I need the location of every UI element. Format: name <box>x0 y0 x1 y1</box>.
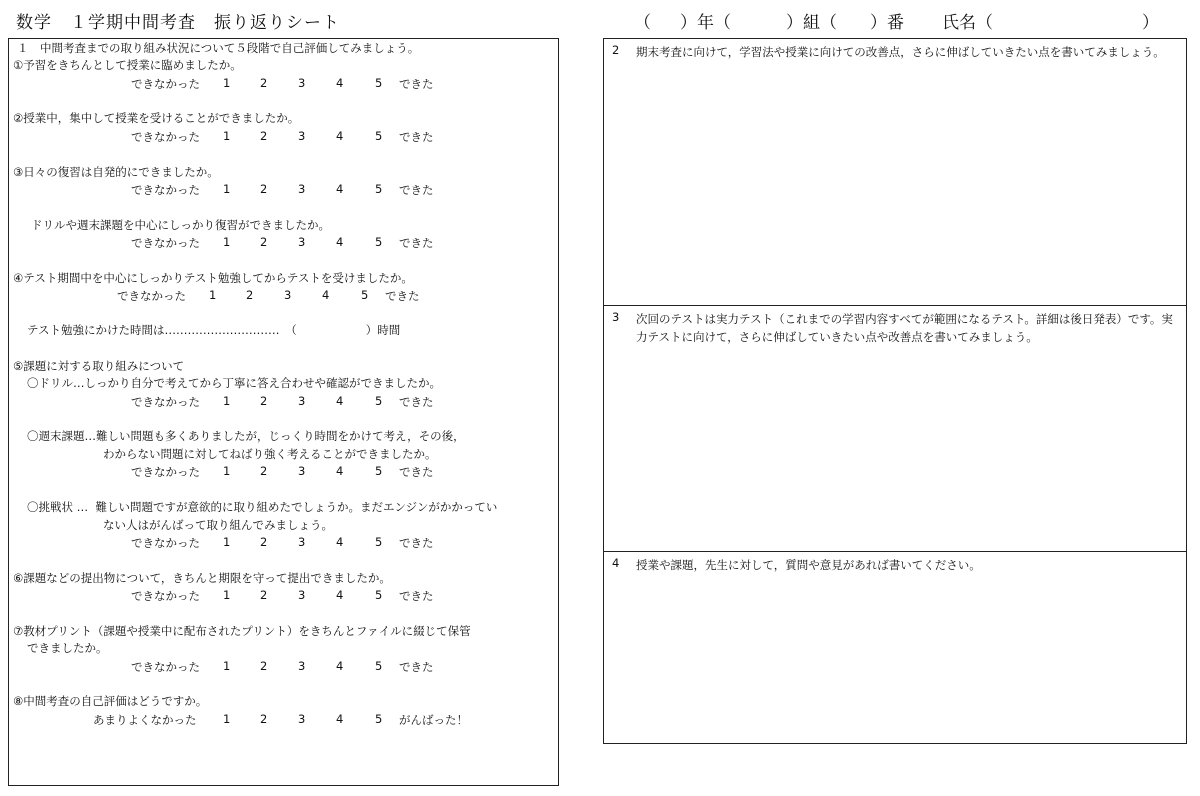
name-close-paren: ） <box>1142 13 1159 33</box>
scale-high-label: できた <box>399 183 434 197</box>
rating-2[interactable]: 2 <box>260 129 268 143</box>
rating-1[interactable]: 1 <box>223 588 231 602</box>
year-open-paren: （ <box>634 13 651 33</box>
study-time-question: テスト勉強にかけた時間は………………………… （ ）時間 <box>27 323 401 337</box>
rating-4[interactable]: 4 <box>336 76 344 90</box>
rating-1[interactable]: 1 <box>223 659 231 673</box>
scale-high-label: できた <box>399 236 434 250</box>
rating-5[interactable]: 5 <box>361 288 369 302</box>
rating-2[interactable]: 2 <box>260 394 268 408</box>
rating-3[interactable]: 3 <box>298 182 306 196</box>
rating-5[interactable]: 5 <box>375 464 383 478</box>
rating-1[interactable]: 1 <box>223 535 231 549</box>
question-6: ⑥課題などの提出物について，きちんと期限を守って提出できましたか。 <box>13 571 391 585</box>
question-7-line2: できましたか。 <box>27 641 108 655</box>
rating-3[interactable]: 3 <box>298 129 306 143</box>
scale-high-label: できた <box>399 395 434 409</box>
question-5-weekend-1: 〇週末課題…難しい問題も多くありましたが，じっくり時間をかけて考え，その後， <box>27 429 465 443</box>
scale-low-label: あまりよくなかった <box>93 713 197 727</box>
scale-low-label: できなかった <box>131 77 200 91</box>
scale-high-label: できた <box>399 77 434 91</box>
question-5-challenge-2: ない人はがんばって取り組んでみましょう。 <box>103 518 333 532</box>
rating-scale-q4[interactable] <box>9 288 549 302</box>
scale-low-label: できなかった <box>117 289 186 303</box>
scale-low-label: できなかった <box>131 130 200 144</box>
section4-prompt: 授業や課題，先生に対して，質問や意見があれば書いてください。 <box>636 558 981 572</box>
scale-low-label: できなかった <box>131 465 200 479</box>
rating-5[interactable]: 5 <box>375 659 383 673</box>
rating-scale-q7[interactable] <box>9 659 549 673</box>
rating-2[interactable]: 2 <box>260 464 268 478</box>
rating-2[interactable]: 2 <box>246 288 254 302</box>
rating-3[interactable]: 3 <box>298 712 306 726</box>
rating-scale-q6[interactable] <box>9 588 549 602</box>
rating-2[interactable]: 2 <box>260 76 268 90</box>
rating-5[interactable]: 5 <box>375 394 383 408</box>
rating-4[interactable]: 4 <box>336 535 344 549</box>
rating-2[interactable]: 2 <box>260 659 268 673</box>
section2-number: 2 <box>612 43 620 57</box>
section3-number: 3 <box>612 310 620 324</box>
rating-3[interactable]: 3 <box>298 235 306 249</box>
rating-5[interactable]: 5 <box>375 535 383 549</box>
class-label: ）組（ <box>786 13 837 33</box>
rating-5[interactable]: 5 <box>375 76 383 90</box>
scale-high-label: できた <box>385 289 420 303</box>
rating-4[interactable]: 4 <box>336 659 344 673</box>
proficiency-test-section[interactable] <box>603 305 1187 552</box>
rating-4[interactable]: 4 <box>336 464 344 478</box>
name-label: 氏名（ <box>942 13 993 33</box>
rating-scale-q1[interactable] <box>9 76 549 90</box>
section4-number: 4 <box>612 556 620 570</box>
rating-scale-q5-weekend[interactable] <box>9 464 549 478</box>
rating-2[interactable]: 2 <box>260 182 268 196</box>
rating-5[interactable]: 5 <box>375 235 383 249</box>
rating-1[interactable]: 1 <box>209 288 217 302</box>
scale-low-label: できなかった <box>131 395 200 409</box>
rating-1[interactable]: 1 <box>223 235 231 249</box>
rating-4[interactable]: 4 <box>336 235 344 249</box>
rating-2[interactable]: 2 <box>260 588 268 602</box>
scale-low-label: できなかった <box>131 236 200 250</box>
scale-high-label: できた <box>399 660 434 674</box>
rating-scale-q3[interactable] <box>9 182 549 196</box>
section2-prompt: 期末考査に向けて，学習法や授業に向けての改善点，さらに伸ばしていきたい点を書いてみましょう。 <box>636 45 1165 59</box>
rating-5[interactable]: 5 <box>375 182 383 196</box>
scale-low-label: できなかった <box>131 660 200 674</box>
rating-2[interactable]: 2 <box>260 712 268 726</box>
scale-high-label: できた <box>399 589 434 603</box>
scale-high-label: できた <box>399 130 434 144</box>
rating-3[interactable]: 3 <box>298 588 306 602</box>
questions-opinions-section[interactable] <box>603 551 1187 744</box>
question-5: ⑤課題に対する取り組みについて <box>13 359 185 373</box>
question-5-drill: 〇ドリル…しっかり自分で考えてから丁寧に答え合わせや確認ができましたか。 <box>27 376 441 390</box>
rating-1[interactable]: 1 <box>223 76 231 90</box>
rating-scale-q5-challenge[interactable] <box>9 535 549 549</box>
rating-5[interactable]: 5 <box>375 129 383 143</box>
question-5-challenge-1: 〇挑戦状 … 難しい問題ですが意欲的に取り組めたでしょうか。まだエンジンがかかってい <box>27 500 498 514</box>
rating-2[interactable]: 2 <box>260 535 268 549</box>
question-5-weekend-2: わからない問題に対してねばり強く考えることができましたか。 <box>103 447 437 461</box>
scale-high-label: がんばった！ <box>399 713 468 727</box>
rating-1[interactable]: 1 <box>223 394 231 408</box>
year-label: ）年（ <box>680 13 731 33</box>
improvement-section[interactable] <box>603 38 1187 306</box>
rating-1[interactable]: 1 <box>223 182 231 196</box>
rating-2[interactable]: 2 <box>260 235 268 249</box>
scale-low-label: できなかった <box>131 589 200 603</box>
rating-1[interactable]: 1 <box>223 464 231 478</box>
rating-4[interactable]: 4 <box>336 129 344 143</box>
scale-low-label: できなかった <box>131 183 200 197</box>
question-3-drill: ドリルや週末課題を中心にしっかり復習ができましたか。 <box>31 218 330 232</box>
rating-4[interactable]: 4 <box>336 588 344 602</box>
rating-4[interactable]: 4 <box>336 182 344 196</box>
section1-intro: １ 中間考査までの取り組み状況について５段階で自己評価してみましょう。 <box>17 41 420 55</box>
rating-3[interactable]: 3 <box>284 288 292 302</box>
rating-scale-q8[interactable] <box>9 712 549 726</box>
rating-5[interactable]: 5 <box>375 712 383 726</box>
question-8: ⑧中間考査の自己評価はどうですか。 <box>13 694 208 708</box>
section3-prompt: 次回のテストは実力テスト（これまでの学習内容すべてが範囲になるテスト。詳細は後日発表）です。実力テストに向けて，さらに伸ばしていきたい点や改善点を書いてみましょう。 <box>636 312 1173 344</box>
rating-4[interactable]: 4 <box>336 394 344 408</box>
question-4: ④テスト期間中を中心にしっかりテスト勉強してからテストを受けましたか。 <box>13 271 413 285</box>
sheet-title: 数学 １学期中間考査 振り返りシート <box>16 13 340 33</box>
rating-scale-q2[interactable] <box>9 129 549 143</box>
rating-1[interactable]: 1 <box>223 712 231 726</box>
rating-4[interactable]: 4 <box>336 712 344 726</box>
rating-3[interactable]: 3 <box>298 464 306 478</box>
rating-3[interactable]: 3 <box>298 394 306 408</box>
question-3: ③日々の復習は自発的にできましたか。 <box>13 165 219 179</box>
rating-3[interactable]: 3 <box>298 76 306 90</box>
question-2: ②授業中，集中して授業を受けることができましたか。 <box>13 111 300 125</box>
self-evaluation-section <box>8 38 559 786</box>
rating-scale-q3-drill[interactable] <box>9 235 549 249</box>
question-7-line1: ⑦教材プリント（課題や授業中に配布されたプリント）をきちんとファイルに綴じて保管 <box>13 624 471 638</box>
number-label: ）番 <box>870 13 904 33</box>
scale-high-label: できた <box>399 536 434 550</box>
rating-scale-q5-drill[interactable] <box>9 394 549 408</box>
rating-3[interactable]: 3 <box>298 535 306 549</box>
rating-5[interactable]: 5 <box>375 588 383 602</box>
question-1: ①予習をきちんとして授業に臨めましたか。 <box>13 58 242 72</box>
scale-low-label: できなかった <box>131 536 200 550</box>
rating-1[interactable]: 1 <box>223 129 231 143</box>
rating-3[interactable]: 3 <box>298 659 306 673</box>
rating-4[interactable]: 4 <box>322 288 330 302</box>
scale-high-label: できた <box>399 465 434 479</box>
